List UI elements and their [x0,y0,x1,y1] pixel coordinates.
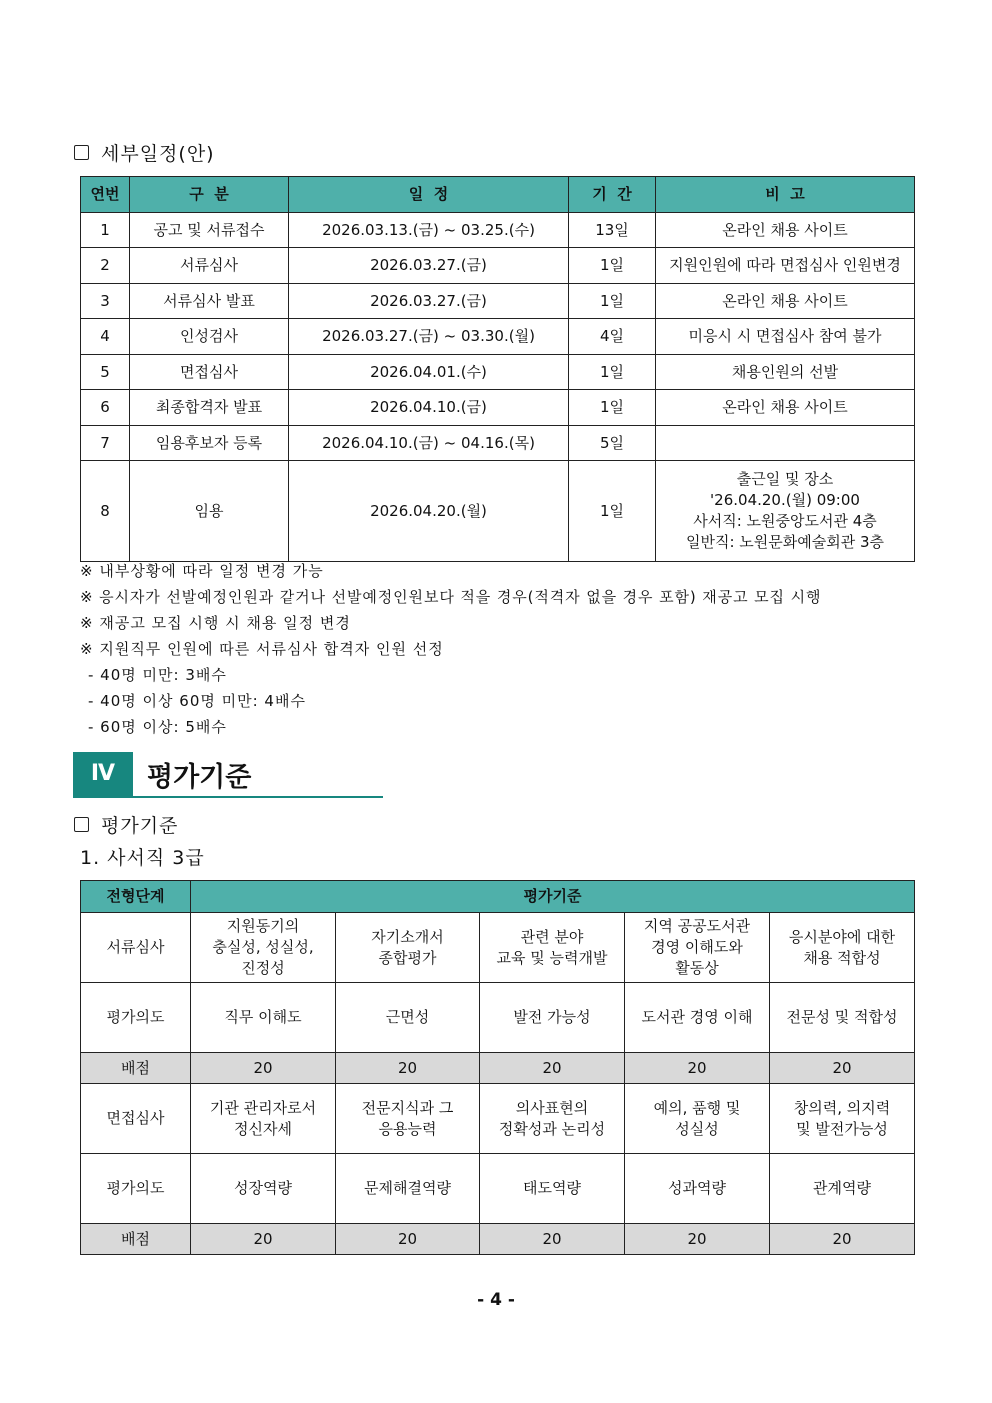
cell-num: 1 [81,213,130,248]
section-number: Ⅳ [73,752,133,796]
score-cell: 20 [770,1224,915,1255]
intent-cell: 관계역량 [770,1154,915,1224]
score-cell: 20 [625,1224,770,1255]
cell-num: 4 [81,319,130,355]
cell-category: 공고 및 서류접수 [130,213,289,248]
schedule-heading-text: 세부일정(안) [101,143,215,165]
cell-category: 인성검사 [130,319,289,355]
criteria-cell: 관련 분야 교육 및 능력개발 [480,913,625,983]
criteria-cell: 지원동기의 충실성, 성실성, 진정성 [191,913,336,983]
note-line: ※ 내부상황에 따라 일정 변경 가능 [80,562,324,580]
note-line: - 60명 이상: 5배수 [88,718,227,736]
intent-cell: 전문성 및 적합성 [770,983,915,1053]
schedule-header-row [81,177,915,213]
row-label: 면접심사 [81,1084,191,1154]
criteria-cell: 기관 관리자로서 정신자세 [191,1084,336,1154]
section-underline [73,796,383,798]
criteria-table [80,880,915,1255]
cell-period: 1일 [569,248,656,284]
table-row [81,284,915,319]
score-cell: 20 [770,1053,915,1084]
header-cell: 구 분 [130,177,289,213]
schedule-table [80,176,915,562]
cell-period: 1일 [569,284,656,319]
intent-cell: 발전 가능성 [480,983,625,1053]
row-label: 배점 [81,1224,191,1255]
cell-period: 1일 [569,461,656,562]
intent-cell: 성장역량 [191,1154,336,1224]
cell-date: 2026.04.10.(금) ~ 04.16.(목) [289,426,569,461]
table-row [81,390,915,426]
cell-num: 8 [81,461,130,562]
cell-period: 1일 [569,390,656,426]
header-cell: 평가기준 [191,881,915,913]
criteria-cell: 의사표현의 정확성과 논리성 [480,1084,625,1154]
cell-date: 2026.03.27.(금) [289,248,569,284]
criteria-header-row [81,881,915,913]
cell-remark: 온라인 채용 사이트 [656,213,915,248]
criteria-heading-text: 평가기준 [101,815,179,837]
criteria-subheading: 1. 사서직 3급 [80,847,205,869]
note-line: - 40명 이상 60명 미만: 4배수 [88,692,306,710]
cell-period: 4일 [569,319,656,355]
page-number: - 4 - [477,1290,515,1310]
score-cell: 20 [191,1053,336,1084]
note-line: ※ 지원직무 인원에 따른 서류심사 합격자 인원 선정 [80,640,444,658]
table-row [81,426,915,461]
cell-period: 13일 [569,213,656,248]
row-label: 평가의도 [81,983,191,1053]
header-cell: 전형단계 [81,881,191,913]
criteria-cell: 지역 공공도서관 경영 이해도와 활동상 [625,913,770,983]
intent-cell: 태도역량 [480,1154,625,1224]
criteria-cell: 응시분야에 대한 채용 적합성 [770,913,915,983]
checkbox-square-icon [74,817,89,832]
doc-review-row [81,913,915,983]
cell-num: 7 [81,426,130,461]
note-line: - 40명 미만: 3배수 [88,666,227,684]
note-line: ※ 응시자가 선발예정인원과 같거나 선발예정인원보다 적을 경우(적격자 없을 경우 포함) 재공고 모집 시행 [80,588,822,606]
score-cell: 20 [625,1053,770,1084]
cell-category: 임용 [130,461,289,562]
cell-date: 2026.03.27.(금) [289,284,569,319]
header-cell: 기 간 [569,177,656,213]
score-cell: 20 [336,1053,480,1084]
cell-date: 2026.04.20.(월) [289,461,569,562]
cell-category: 최종합격자 발표 [130,390,289,426]
intent-cell: 성과역량 [625,1154,770,1224]
header-cell: 비 고 [656,177,915,213]
interview-row [81,1084,915,1154]
cell-category: 면접심사 [130,355,289,390]
score-cell: 20 [480,1224,625,1255]
table-row [81,319,915,355]
int-intent-row [81,1154,915,1224]
table-row [81,461,915,562]
intent-cell: 문제해결역량 [336,1154,480,1224]
intent-cell: 도서관 경영 이해 [625,983,770,1053]
row-label: 평가의도 [81,1154,191,1224]
cell-remark: 지원인원에 따라 면접심사 인원변경 [656,248,915,284]
checkbox-square-icon [74,145,89,160]
cell-date: 2026.03.13.(금) ~ 03.25.(수) [289,213,569,248]
criteria-heading [74,811,178,838]
cell-num: 6 [81,390,130,426]
cell-period: 5일 [569,426,656,461]
header-cell: 연번 [81,177,130,213]
remark-line: 일반직: 노원문화예술회관 3층 [685,533,884,551]
table-row [81,355,915,390]
criteria-cell: 전문지식과 그 응용능력 [336,1084,480,1154]
doc-score-row [81,1053,915,1084]
intent-cell: 직무 이해도 [191,983,336,1053]
cell-date: 2026.04.01.(수) [289,355,569,390]
score-cell: 20 [191,1224,336,1255]
score-cell: 20 [336,1224,480,1255]
header-cell: 일 정 [289,177,569,213]
doc-intent-row [81,983,915,1053]
table-row [81,248,915,284]
cell-remark [656,426,915,461]
cell-category: 서류심사 [130,248,289,284]
cell-remark: 온라인 채용 사이트 [656,390,915,426]
cell-date: 2026.03.27.(금) ~ 03.30.(월) [289,319,569,355]
cell-category: 임용후보자 등록 [130,426,289,461]
cell-num: 2 [81,248,130,284]
section-title: 평가기준 [147,762,252,793]
notes-block [80,558,920,740]
score-cell: 20 [480,1053,625,1084]
criteria-cell: 예의, 품행 및 성실성 [625,1084,770,1154]
cell-category: 서류심사 발표 [130,284,289,319]
cell-remark [656,461,915,562]
cell-num: 5 [81,355,130,390]
row-label: 서류심사 [81,913,191,983]
cell-num: 3 [81,284,130,319]
note-line: ※ 재공고 모집 시행 시 채용 일정 변경 [80,614,351,632]
criteria-cell: 창의력, 의지력 및 발전가능성 [770,1084,915,1154]
int-score-row [81,1224,915,1255]
criteria-cell: 자기소개서 종합평가 [336,913,480,983]
remark-line: 사서직: 노원중앙도서관 4층 [693,512,877,530]
table-row [81,213,915,248]
cell-remark: 미응시 시 면접심사 참여 불가 [656,319,915,355]
row-label: 배점 [81,1053,191,1084]
cell-remark: 온라인 채용 사이트 [656,284,915,319]
intent-cell: 근면성 [336,983,480,1053]
schedule-heading [74,139,215,166]
remark-line: '26.04.20.(월) 09:00 [710,491,860,509]
cell-date: 2026.04.10.(금) [289,390,569,426]
cell-remark: 채용인원의 선발 [656,355,915,390]
cell-period: 1일 [569,355,656,390]
remark-line: 출근일 및 장소 [736,470,834,488]
